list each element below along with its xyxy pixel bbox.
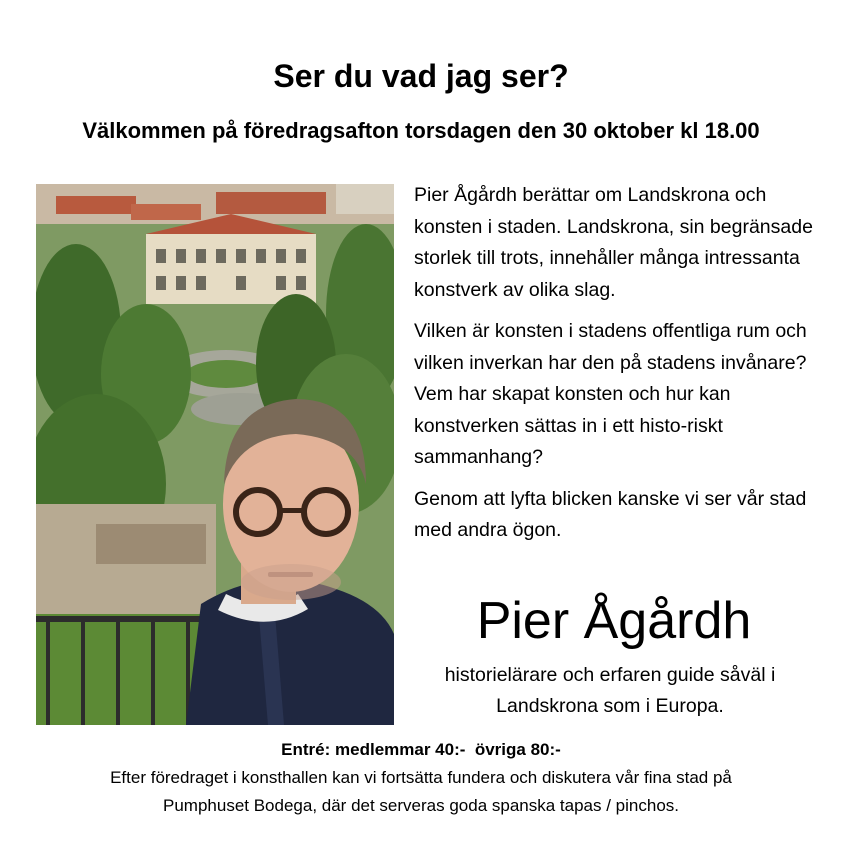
speaker-photo xyxy=(36,184,394,725)
description-paragraph: Genom att lyfta blicken kanske vi ser vår stad med andra ögon. xyxy=(414,487,807,541)
speaker-description xyxy=(414,660,806,722)
footer xyxy=(0,736,842,820)
footer-line: Pumphuset Bodega, där det serveras goda spanska tapas / pinchos. xyxy=(163,796,679,815)
description-paragraph: Vilken är konsten i stadens offentliga rum och vilken inverkan har den på stadens invånare? Vem har skapat konsten och hur kan konstverken sättas in i ett histo-riskt sammanhang? xyxy=(414,320,807,468)
event-description xyxy=(414,180,814,557)
speaker-description-line: historielärare och erfaren guide såväl i xyxy=(444,664,776,686)
speaker-name: Pier Ågårdh xyxy=(476,592,752,650)
event-subtitle: Välkommen på föredragsafton torsdagen den 30 oktober kl 18.00 xyxy=(82,118,760,143)
speaker-description-line: Landskrona som i Europa. xyxy=(496,695,724,717)
footer-line: Efter föredraget i konsthallen kan vi fortsätta fundera och diskutera vår fina stad på xyxy=(110,768,732,787)
description-paragraph: Pier Ågårdh berättar om Landskrona och konsten i staden. Landskrona, sin begränsade storlek till trots, innehåller många intressanta konstverk av olika slag. xyxy=(414,184,813,301)
entry-price: Entré: medlemmar 40:- övriga 80:- xyxy=(281,740,561,759)
event-title: Ser du vad jag ser? xyxy=(273,58,569,94)
